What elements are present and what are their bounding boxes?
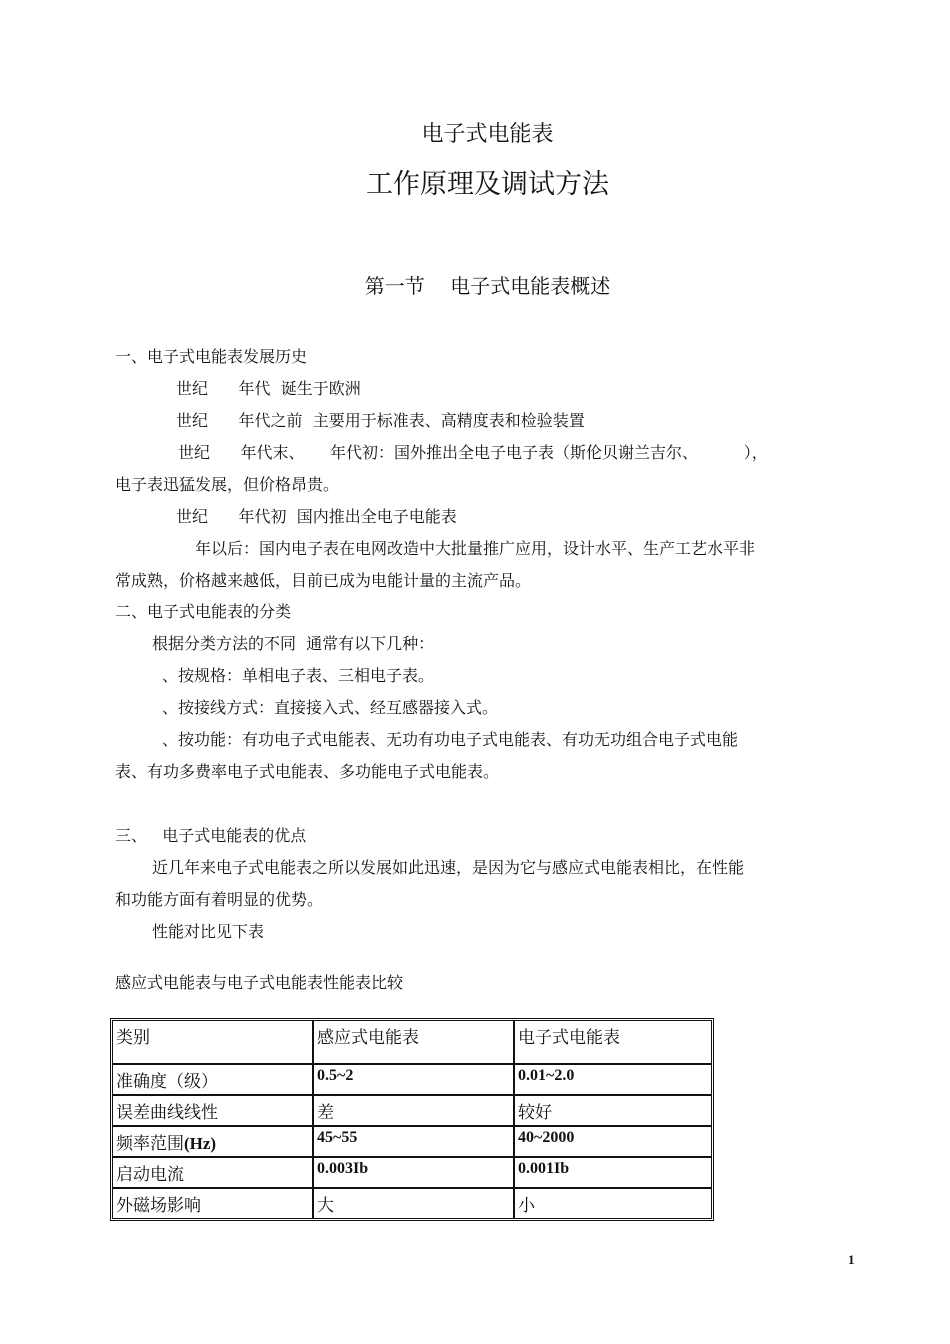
row-label-text: 误差曲线线性: [116, 1103, 218, 1123]
row-label: [113, 1189, 314, 1218]
row-label-text: 频率范围: [116, 1134, 184, 1154]
comparison-table: [110, 1018, 714, 1221]
document-title-line1: 电子式电能表: [421, 122, 554, 147]
electronic-value: 较好: [515, 1096, 711, 1127]
induction-value: 45~55: [314, 1127, 515, 1158]
history-line-4: 世纪 年代初 国内推出全电子电能表: [176, 507, 457, 526]
table-row: [113, 1065, 711, 1096]
table-row: [113, 1189, 711, 1218]
row-label: [113, 1158, 314, 1189]
table-row: [113, 1158, 711, 1189]
row-label-unit: (Hz): [184, 1134, 217, 1153]
history-line-3-cont: 电子表迅猛发展，但价格昂贵。: [115, 475, 340, 494]
row-label-text: 外磁场影响: [116, 1196, 201, 1216]
classification-heading: 二、电子式电能表的分类: [115, 602, 292, 621]
advantages-heading: 三、 电子式电能表的优点: [115, 826, 307, 845]
classification-intro: 根据分类方法的不同 通常有以下几种：: [152, 634, 435, 653]
electronic-value: 0.001Ib: [515, 1158, 711, 1189]
electronic-value: 小: [518, 1196, 535, 1216]
history-heading: 一、电子式电能表发展历史: [115, 347, 308, 366]
classification-item-3: 、按功能：有功电子式电能表、无功有功电子式电能表、有功无功组合电子式电能: [162, 730, 739, 749]
row-label: [113, 1096, 314, 1127]
page-number: 1: [848, 1252, 855, 1267]
row-label-text: 启动电流: [116, 1165, 184, 1185]
row-label: [113, 1065, 314, 1096]
header-cell: 类别: [113, 1021, 314, 1065]
table-row: [113, 1127, 711, 1158]
row-label: [113, 1127, 314, 1158]
induction-value: 大: [314, 1189, 515, 1218]
history-line-1: 世纪 年代 诞生于欧洲: [176, 379, 361, 398]
electronic-value: 0.01~2.0: [515, 1065, 711, 1096]
table-header-row: [113, 1021, 711, 1065]
advantages-paragraph-cont: 和功能方面有着明显的优势。: [115, 890, 324, 909]
history-line-5: 年以后：国内电子表在电网改造中大批量推广应用，设计水平、生产工艺水平非: [195, 539, 756, 558]
classification-item-3-cont: 表、有功多费率电子式电能表、多功能电子式电能表。: [115, 762, 500, 781]
table-caption: 感应式电能表与电子式电能表性能表比较: [115, 973, 404, 992]
document-title-line2: 工作原理及调试方法: [366, 169, 609, 200]
induction-value: 差: [314, 1096, 515, 1127]
classification-item-1: 、按规格：单相电子表、三相电子表。: [162, 666, 435, 685]
table-row: [113, 1096, 711, 1127]
history-line-2: 世纪 年代之前 主要用于标准表、高精度表和检验装置: [176, 411, 585, 430]
classification-item-2: 、按接线方式：直接接入式、经互感器接入式。: [162, 698, 499, 717]
history-line-3: 世纪 年代末、 年代初：国外推出全电子电子表（斯伦贝谢兰吉尔、 ），: [178, 443, 768, 462]
row-label-text: 准确度（级）: [116, 1072, 218, 1092]
history-line-5-cont: 常成熟，价格越来越低，目前已成为电能计量的主流产品。: [115, 571, 532, 590]
induction-value: 0.5~2: [314, 1065, 515, 1096]
advantages-note: 性能对比见下表: [152, 922, 265, 941]
section-title: 第一节 电子式电能表概述: [364, 274, 611, 298]
advantages-paragraph: 近几年来电子式电能表之所以发展如此迅速，是因为它与感应式电能表相比，在性能: [152, 858, 745, 877]
electronic-value: 40~2000: [515, 1127, 711, 1158]
header-cell: 感应式电能表: [314, 1021, 515, 1065]
header-cell: 电子式电能表: [515, 1021, 711, 1065]
induction-value: 0.003Ib: [314, 1158, 515, 1189]
